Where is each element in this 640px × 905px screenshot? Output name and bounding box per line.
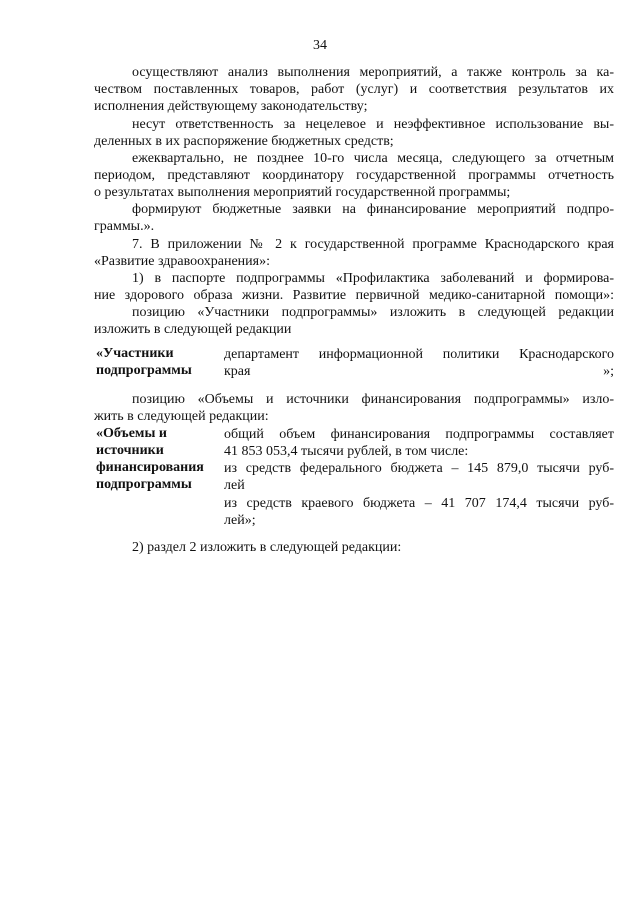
table2-value: 41 853 053,4 тысячи рублей, в том числе: [224, 444, 469, 459]
table2-value: лей»; [224, 513, 256, 528]
body-text-line: изложить в следующей редакции [94, 322, 292, 337]
body-text-line: осуществляют анализ выполнения мероприятий, а также контроль за ка- [132, 65, 614, 80]
body-text-line: граммы.». [94, 219, 155, 234]
table2-value: из средств федерального бюджета – 145 879,0 тысячи руб- [224, 461, 614, 476]
body-text-line: деленных в их распоряжение бюджетных средств; [94, 134, 394, 149]
table2-value: лей [224, 478, 245, 493]
table2-label: источники [96, 443, 164, 458]
body-text-line: ние здорового образа жизни. Развитие первичной медико-санитарной помощи»: [94, 288, 614, 303]
body-text-line: формируют бюджетные заявки на финансирование мероприятий подпро- [132, 202, 614, 217]
table2-label: финансирования [96, 460, 204, 475]
table1-value: края [224, 364, 251, 379]
body-text-line: исполнения действующему законодательству; [94, 99, 368, 114]
body-text-line: 2) раздел 2 изложить в следующей редакции: [132, 540, 402, 555]
table1-label: «Участники [96, 346, 174, 361]
body-text-line: несут ответственность за нецелевое и неэффективное использование вы- [132, 117, 614, 132]
body-text-line: позицию «Объемы и источники финансирования подпрограммы» изло- [132, 392, 614, 407]
table1-label: подпрограммы [96, 363, 192, 378]
table2-value: из средств краевого бюджета – 41 707 174,4 тысячи руб- [224, 496, 614, 511]
body-text-line: чеством поставленных товаров, работ (услуг) и соответствия результатов их [94, 82, 614, 97]
body-text-line: «Развитие здравоохранения»: [94, 254, 270, 269]
body-text-line: периодом, представляют координатору государственной программы отчетность [94, 168, 614, 183]
table2-label: подпрограммы [96, 477, 192, 492]
page-number: 34 [313, 38, 327, 53]
body-text-line: позицию «Участники подпрограммы» изложить в следующей редакции [132, 305, 614, 320]
body-text-line: о результатах выполнения мероприятий государственной программы; [94, 185, 511, 200]
body-text-line: 1) в паспорте подпрограммы «Профилактика заболеваний и формирова- [132, 271, 614, 286]
table1-value-end: »; [603, 364, 614, 379]
body-text-line: 7. В приложении № 2 к государственной программе Краснодарского края [132, 237, 614, 252]
body-text-line: ежеквартально, не позднее 10-го числа месяца, следующего за отчетным [132, 151, 614, 166]
table2-value: общий объем финансирования подпрограммы составляет [224, 427, 614, 442]
body-text-line: жить в следующей редакции: [94, 409, 269, 424]
table1-value: департамент информационной политики Краснодарского [224, 347, 614, 362]
table2-label: «Объемы и [96, 426, 167, 441]
